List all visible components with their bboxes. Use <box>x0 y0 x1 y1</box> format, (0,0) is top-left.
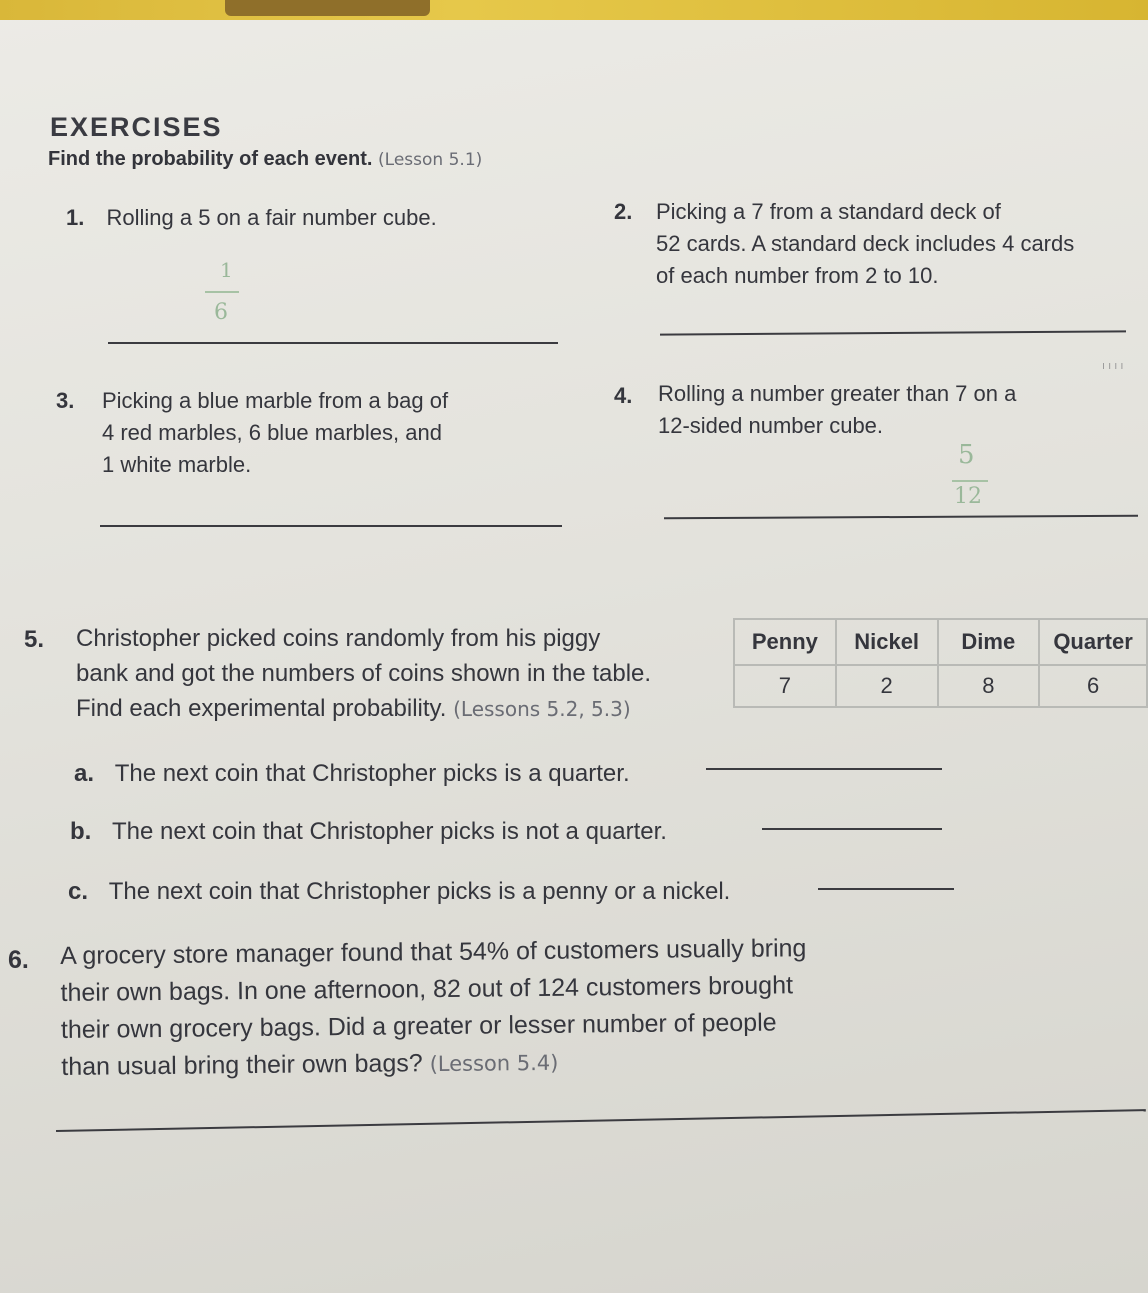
question-4-number: 4. <box>614 383 633 408</box>
question-4-fraction-bar <box>952 480 988 482</box>
table-cell: 2 <box>836 665 938 707</box>
part-c-label: c. <box>68 878 89 905</box>
part-b-label: b. <box>70 818 92 845</box>
question-3-text <box>102 385 448 481</box>
cover-shadow <box>225 0 430 16</box>
table-header-row <box>734 619 1147 665</box>
question-6-line-4 <box>61 1041 808 1087</box>
question-6-line: than usual bring their own bags? <box>61 1049 423 1081</box>
table-header-cell: Nickel <box>836 619 938 665</box>
question-4-text <box>658 378 1016 442</box>
question-3-answer-line[interactable] <box>100 525 562 527</box>
question-5-line: bank and got the numbers of coins shown in the table. <box>76 660 652 687</box>
question-1-handwritten-denominator: 6 <box>214 300 228 325</box>
question-6-answer-line[interactable] <box>56 1109 1146 1132</box>
part-b-answer-line[interactable] <box>762 828 942 830</box>
question-1-answer-line[interactable] <box>108 342 558 344</box>
instruction <box>48 148 482 171</box>
question-1 <box>66 202 437 234</box>
question-2 <box>614 196 632 228</box>
part-a-label: a. <box>74 760 95 787</box>
question-2-text <box>656 196 1074 292</box>
table-header-cell: Penny <box>734 619 836 665</box>
table-cell: 8 <box>938 665 1040 707</box>
question-6-lesson-ref: (Lesson 5.4) <box>429 1050 559 1077</box>
page-mark: ı ı ı ı <box>1102 360 1124 372</box>
instruction-text: Find the probability of each event. <box>48 148 373 170</box>
question-1-fraction-bar <box>205 291 239 293</box>
question-4-answer-line[interactable] <box>664 515 1138 519</box>
question-1-text: Rolling a 5 on a fair number cube. <box>106 205 437 230</box>
question-2-answer-line[interactable] <box>660 330 1126 335</box>
question-5-line-3 <box>76 691 651 727</box>
question-4-line: 12-sided number cube. <box>658 413 884 438</box>
question-3 <box>56 385 74 417</box>
question-2-line: Picking a 7 from a standard deck of <box>656 199 1001 224</box>
question-3-line: 4 red marbles, 6 blue marbles, and <box>102 420 442 445</box>
question-5-line: Christopher picked coins randomly from his piggy <box>76 625 601 652</box>
question-2-number: 2. <box>614 199 633 224</box>
part-a-answer-line[interactable] <box>706 768 942 770</box>
table-header-cell: Quarter <box>1039 619 1147 665</box>
question-1-handwritten-numerator: 1 <box>220 258 233 282</box>
question-6 <box>8 942 29 979</box>
question-4 <box>614 380 632 412</box>
question-4-handwritten-denominator: 12 <box>954 484 982 509</box>
instruction-lesson-ref: (Lesson 5.1) <box>378 150 483 170</box>
section-heading: EXERCISES <box>50 112 223 142</box>
question-5 <box>24 622 44 657</box>
book-cover-edge <box>0 0 1148 20</box>
coin-count-table <box>733 618 1148 708</box>
table-header-cell: Dime <box>938 619 1040 665</box>
question-3-line: 1 white marble. <box>102 452 252 477</box>
part-a-text: The next coin that Christopher picks is a quarter. <box>114 760 630 787</box>
question-5-lesson-ref: (Lessons 5.2, 5.3) <box>453 697 631 721</box>
question-3-number: 3. <box>56 388 75 413</box>
question-5c <box>68 876 730 908</box>
question-6-line: their own grocery bags. Did a greater or lesser number of people <box>60 1008 777 1044</box>
question-6-line: their own bags. In one afternoon, 82 out of 124 customers brought <box>60 971 794 1007</box>
question-6-text <box>60 930 808 1087</box>
question-3-line: Picking a blue marble from a bag of <box>102 388 449 413</box>
question-1-number: 1. <box>66 205 85 230</box>
part-b-text: The next coin that Christopher picks is not a quarter. <box>112 818 667 845</box>
part-c-answer-line[interactable] <box>818 888 954 890</box>
question-2-line: 52 cards. A standard deck includes 4 cards <box>656 231 1075 256</box>
question-2-line: of each number from 2 to 10. <box>656 263 939 288</box>
question-5-line: Find each experimental probability. <box>76 695 447 722</box>
table-cell: 6 <box>1039 665 1147 707</box>
question-5a <box>74 758 630 790</box>
question-4-handwritten-numerator: 5 <box>958 440 975 470</box>
question-6-line: A grocery store manager found that 54% of customers usually bring <box>60 934 807 970</box>
question-5b <box>70 816 667 848</box>
question-4-line: Rolling a number greater than 7 on a <box>658 381 1017 406</box>
question-5-number: 5. <box>24 626 45 653</box>
part-c-text: The next coin that Christopher picks is a penny or a nickel. <box>108 878 731 905</box>
table-row <box>734 665 1147 707</box>
question-6-number: 6. <box>8 946 29 974</box>
table-cell: 7 <box>734 665 836 707</box>
question-5-text <box>76 621 651 727</box>
